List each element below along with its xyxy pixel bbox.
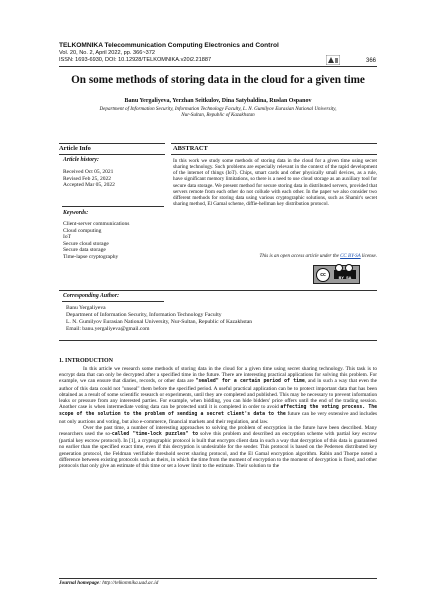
volume-line: Vol. 20, No. 2, April 2022, pp. 366~372: [59, 50, 155, 56]
keywords-heading: Keywords:: [63, 210, 89, 216]
corresponding-name: Banu Yergaliyeva: [66, 305, 106, 311]
highlighted-text: called "time-lock puzzles" to: [111, 432, 198, 438]
affiliation-line-2: Nur-Sultan, Republic of Kazakhstan: [181, 112, 255, 119]
paper-title: On some methods of storing data in the cloud for a given time: [71, 74, 365, 86]
journal-homepage: [59, 580, 158, 586]
received-date: Received Oct 05, 2021: [63, 169, 114, 175]
abstract-heading-rule: [171, 154, 377, 155]
text-run: future can be very extensive and includes not only auctions and voting, but also e-commerce, financial markets and their regulation, and law.: [59, 411, 378, 425]
license-prefix: This is an open access article under the: [259, 254, 341, 259]
by-person-icon: [335, 264, 343, 272]
keyword-item: Secure data storage: [63, 247, 106, 254]
affiliation: [59, 106, 377, 119]
corresponding-dept: Department of Information Security, Information Technology Faculty: [66, 312, 222, 319]
footer-rule: [59, 578, 377, 579]
header-rule: [59, 66, 377, 67]
keyword-list: [63, 221, 167, 261]
homepage-url[interactable]: : http://telkomnika.uad.ac.id: [99, 580, 159, 586]
accepted-date: Accepted Mar 05, 2022: [63, 182, 115, 189]
article-history: [63, 157, 163, 189]
license-statement: [173, 254, 377, 259]
text-run: solve this problem and described an encryption scheme with partial key escrow (partial key escrow protocol). In [1], a cryptographic protocol is built that encrypts client data in such a way that decryption of this data is guaranteed no earlier than the specified exact time, even if this decryption is undesirable for the sender. This protocol is based on the Pedersen distributed key generation protocol, the Feldman verifiable threshold secret sharing protocol, and the El Gamal encryption algorithm. Rabin and Thorpe noted a difference between existing protocols such as theirs, in which the time from the moment of encryption to the moment of decryption is fixed, and other protocols that only give an estimate of this time or set a lower limit to the estimate. Their solution to the: [59, 431, 377, 470]
issn-line: ISSN: 1693-6930, DOI: 10.12928/TELKOMNIKA.v20i2.21887: [59, 57, 212, 64]
abstract-text: In this work we study some methods of storing data in the cloud for a given time using secret sharing technology. Such problems are especially relevant in the context of the rapid development of the internet of things (IoT). Chips, smart cards and other physically small devices, as a rule, have significant memory limitations, so there is a need to use cloud storage as an auxiliary tool for secure data storage. We present method for secure storing data in distributed servers, provided that servers remote from each other do not collude with each other. In the paper we also consider two different methods for storing data using various cryptographic solutions, such as Shamir's secret sharing method, El Gamal scheme, diffie-hellman key distribution protocol.: [173, 158, 377, 208]
keyword-item: Secure cloud storage: [63, 240, 109, 247]
cc-icon: cc: [316, 268, 330, 282]
affiliation-line-1: Department of Information Security, Information Technology Faculty, L. N. Gumilyov Eurasian National University,: [99, 106, 337, 112]
abstract-heading: ABSTRACT: [173, 145, 208, 152]
journal-name: TELKOMNIKA Telecommunication Computing Electronics and Control: [59, 42, 279, 49]
article-info-top-rule: [59, 143, 165, 144]
introduction-heading: 1. INTRODUCTION: [59, 358, 114, 364]
sa-share-icon: [345, 264, 353, 272]
by-label: BY: [338, 275, 344, 280]
license-suffix: license.: [360, 254, 377, 259]
text-run: , and in such a way that even the author of this data could not "unseal" them before the specified period. A useful practical application can be to protect important data that has been obtained as a result of some scientific research or experiments, until they are completed and published. This may be necessary to prevent information leaks or pressure from any interested parties. For example, when bidding, you can hide bidders' price offers until the end of the trading session. Another case is when intermediate voting data can be protected until it is completed in order to avoid: [59, 378, 377, 411]
homepage-label: Journal homepage: [59, 580, 100, 586]
keyword-item: Time-lapse cryptography: [63, 253, 119, 260]
keyword-item: IoT: [63, 234, 71, 241]
article-info-heading: Article Info: [59, 145, 91, 152]
highlighted-text: "sealed" for a certain period of time: [195, 379, 305, 385]
sa-label: SA: [346, 275, 352, 280]
corresponding-email[interactable]: Email: banu.yergaliyeva@gmail.com: [66, 326, 150, 333]
corresponding-author-block: [66, 305, 366, 333]
keyword-item: Client-server communications: [63, 221, 130, 227]
history-heading: Article history:: [63, 157, 99, 163]
history-rule: [62, 206, 164, 207]
keywords-section: [63, 210, 167, 261]
corresponding-heading-rule: [62, 301, 164, 302]
author-list: Banu Yergaliyeva, Yerzhan Seitkulov, Dina Satybaldina, Ruslan Ospanov: [124, 98, 312, 104]
cc-by-sa-badge[interactable]: [313, 265, 360, 284]
corresponding-heading: Corresponding Author:: [63, 293, 120, 299]
corresponding-bottom-rule: [59, 340, 377, 341]
text-run: In this article we research some methods of storing data in the cloud for a given time using secret sharing technology. This task is to encrypt data that can only be decrypted after a specified time in the future. There are interesting practical applications for solving this problem. For example, we can ensure that diaries, records, or other data are: [59, 366, 377, 385]
highlighted-text: affecting the voting process. The scope of the solution to the problem of sending a secret client's data to the: [59, 405, 377, 418]
revised-date: Revised Feb 25, 2022: [63, 175, 111, 182]
corresponding-top-rule: [59, 290, 377, 291]
text-run: Over the past time, a number of interesting approaches to solving the problem of encryption in the future have been described. Many researchers used the so-: [59, 424, 377, 438]
intro-paragraph-2: [59, 425, 377, 469]
introduction-body: [59, 366, 377, 469]
by-sa-label: [334, 276, 356, 280]
page-number: 366: [365, 58, 376, 64]
license-link[interactable]: CC BY-SA: [340, 254, 361, 259]
article-info-heading-rule: [59, 154, 165, 155]
corresponding-univ: L. N. Gumilyov Eurasian National University, Nur-Sultan, Republic of Kazakhstan: [66, 319, 253, 326]
keyword-item: Cloud computing: [63, 227, 102, 234]
abstract-top-rule: [171, 143, 377, 144]
journal-logo-icon: [326, 55, 340, 65]
intro-paragraph-1: [59, 366, 377, 425]
